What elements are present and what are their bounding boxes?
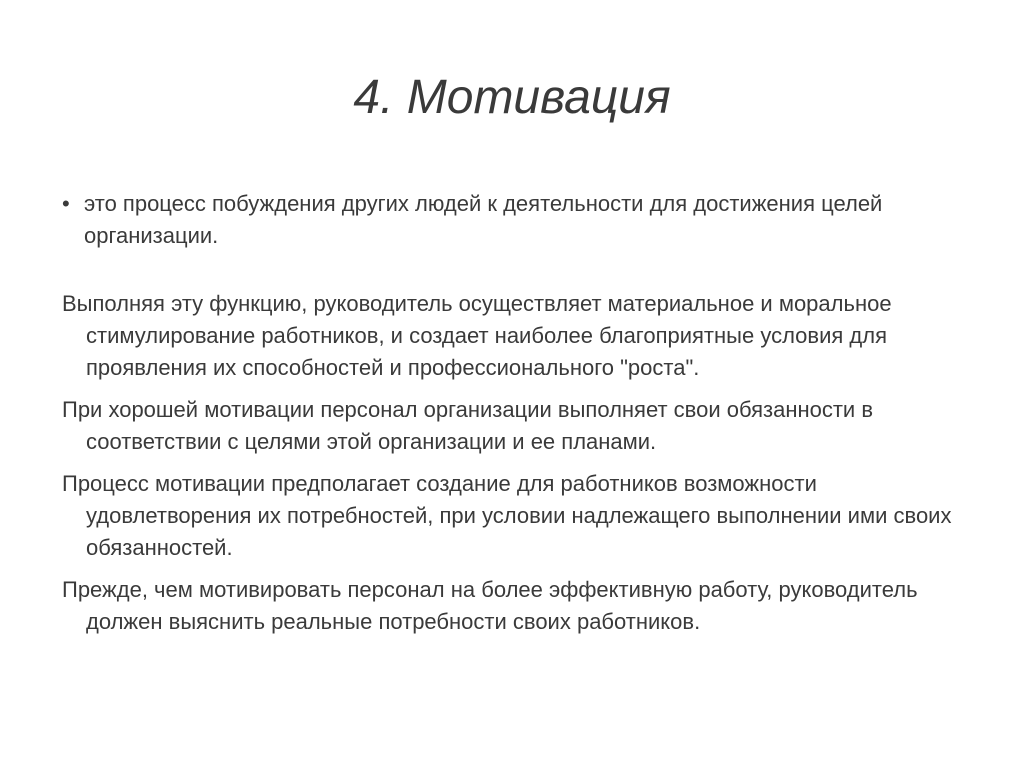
slide-title: 4. Мотивация	[353, 71, 671, 124]
bullet-text: это процесс побуждения других людей к деятельности для достижения целей организации.	[84, 191, 883, 248]
bullet-item	[62, 188, 982, 252]
paragraph-2: При хорошей мотивации персонал организации выполняет свои обязанности в соответствии с целями этой организации и ее планами.	[62, 397, 874, 454]
bullet-marker: •	[62, 191, 70, 216]
paragraph-4: Прежде, чем мотивировать персонал на более эффективную работу, руководитель должен выяснить реальные потребности своих работников.	[62, 577, 918, 634]
slide-content	[62, 188, 982, 648]
paragraph-1: Выполняя эту функцию, руководитель осуществляет материальное и моральное стимулирование работников, и создает наиболее благоприятные условия для проявления их способностей и профессионального "роста".	[62, 291, 892, 380]
paragraph-3: Процесс мотивации предполагает создание для работников возможности удовлетворения их потребностей, при условии надлежащего выполнении ими своих обязанностей.	[62, 471, 952, 560]
